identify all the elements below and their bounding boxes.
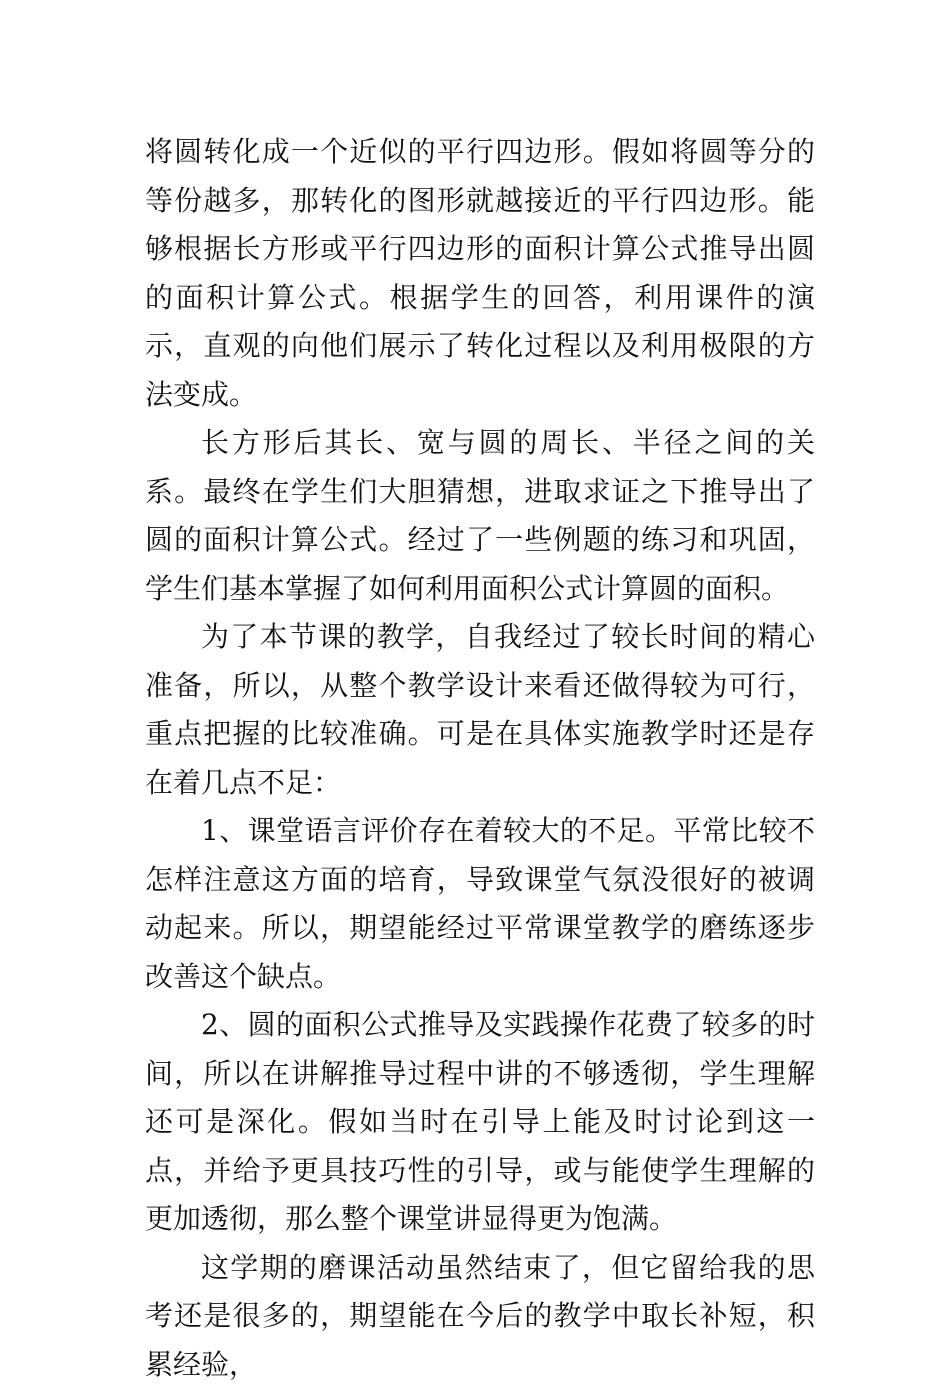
paragraph-4: 1、课堂语言评价存在着较大的不足。平常比较不怎样注意这方面的培育，导致课堂气氛没很好的被调动起来。所以，期望能经过平常课堂教学的磨练逐步改善这个缺点。	[145, 807, 815, 1001]
paragraph-5: 2、圆的面积公式推导及实践操作花费了较多的时间，所以在讲解推导过程中讲的不够透彻，学生理解还可是深化。假如当时在引导上能及时讨论到这一点，并给予更具技巧性的引导，或与能使学生理解的更加透彻，那么整个课堂讲显得更为饱满。	[145, 1001, 815, 1244]
paragraph-1: 将圆转化成一个近似的平行四边形。假如将圆等分的等份越多，那转化的图形就越接近的平行四边形。能够根据长方形或平行四边形的面积计算公式推导出圆的面积计算公式。根据学生的回答，利用课件的演示，直观的向他们展示了转化过程以及利用极限的方法变成。	[145, 128, 815, 419]
paragraph-3: 为了本节课的教学，自我经过了较长时间的精心准备，所以，从整个教学设计来看还做得较为可行，重点把握的比较准确。可是在具体实施教学时还是存在着几点不足：	[145, 613, 815, 807]
paragraph-2: 长方形后其长、宽与圆的周长、半径之间的关系。最终在学生们大胆猜想，进取求证之下推导出了圆的面积计算公式。经过了一些例题的练习和巩固，学生们基本掌握了如何利用面积公式计算圆的面积。	[145, 419, 815, 613]
paragraph-6: 这学期的磨课活动虽然结束了，但它留给我的思考还是很多的，期望能在今后的教学中取长补短，积累经验，	[145, 1244, 815, 1389]
document-body	[145, 128, 815, 1389]
